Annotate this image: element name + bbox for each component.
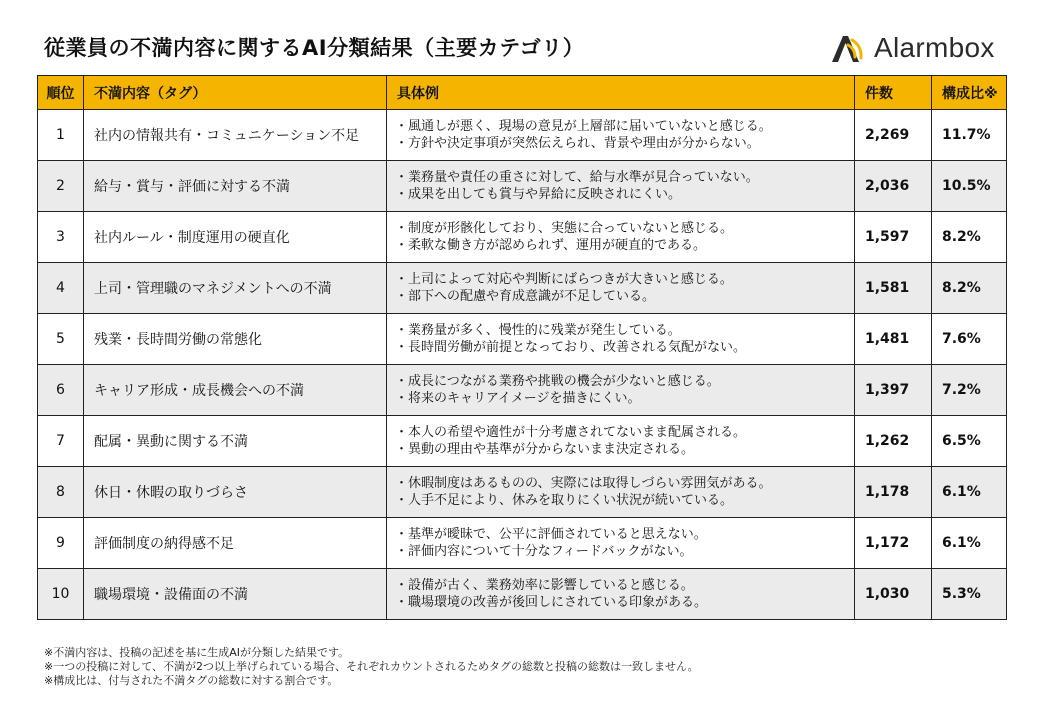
- ratio-cell: 6.1%: [932, 518, 1007, 569]
- footnotes: [44, 646, 699, 688]
- rank-cell: 10: [38, 569, 84, 620]
- count-cell: 1,397: [855, 365, 932, 416]
- examples-cell: [387, 212, 855, 263]
- examples-cell: [387, 518, 855, 569]
- table-row: [38, 110, 1007, 161]
- brand-name: Alarmbox: [874, 32, 995, 63]
- example-line: ・将来のキャリアイメージを描きにくい。: [395, 391, 641, 406]
- table-row: [38, 416, 1007, 467]
- rank-cell: 2: [38, 161, 84, 212]
- ratio-cell: 8.2%: [932, 212, 1007, 263]
- ratio-cell: 7.6%: [932, 314, 1007, 365]
- examples-cell: [387, 110, 855, 161]
- example-line: ・成長につながる業務や挑戦の機会が少ないと感じる。: [395, 374, 720, 389]
- tag-cell: 給与・賞与・評価に対する不満: [84, 161, 387, 212]
- tag-cell: 評価制度の納得感不足: [84, 518, 387, 569]
- example-line: ・本人の希望や適性が十分考慮されてないまま配属される。: [395, 425, 747, 440]
- example-line: ・業務量が多く、慢性的に残業が発生している。: [395, 323, 681, 338]
- count-cell: 1,178: [855, 467, 932, 518]
- tag-cell: 社内ルール・制度運用の硬直化: [84, 212, 387, 263]
- ratio-cell: 6.1%: [932, 467, 1007, 518]
- examples-cell: [387, 314, 855, 365]
- example-line: ・人手不足により、休みを取りにくい状況が続いている。: [395, 493, 734, 508]
- table-row: [38, 161, 1007, 212]
- table-header-row: [38, 76, 1007, 110]
- example-line: ・休暇制度はあるものの、実際には取得しづらい雰囲気がある。: [395, 476, 772, 491]
- example-line: ・柔軟な働き方が認められず、運用が硬直的である。: [395, 238, 706, 253]
- footnote: ※一つの投稿に対して、不満が2つ以上挙げられている場合、それぞれカウントされるためタグの総数と投稿の総数は一致しません。: [44, 660, 699, 673]
- tag-cell: キャリア形成・成長機会への不満: [84, 365, 387, 416]
- rank-cell: 1: [38, 110, 84, 161]
- count-cell: 1,597: [855, 212, 932, 263]
- table-row: [38, 569, 1007, 620]
- rank-cell: 4: [38, 263, 84, 314]
- table-row: [38, 212, 1007, 263]
- example-line: ・上司によって対応や判断にばらつきが大きいと感じる。: [395, 272, 733, 287]
- tag-cell: 残業・長時間労働の常態化: [84, 314, 387, 365]
- example-line: ・職場環境の改善が後回しにされている印象がある。: [395, 595, 708, 610]
- tag-cell: 配属・異動に関する不満: [84, 416, 387, 467]
- count-cell: 1,030: [855, 569, 932, 620]
- table-row: [38, 314, 1007, 365]
- tag-cell: 休日・休暇の取りづらさ: [84, 467, 387, 518]
- table-row: [38, 263, 1007, 314]
- examples-cell: [387, 365, 855, 416]
- rank-cell: 7: [38, 416, 84, 467]
- footnote: ※構成比は、付与された不満タグの総数に対する割合です。: [44, 674, 339, 687]
- examples-cell: [387, 569, 855, 620]
- example-line: ・業務量や責任の重さに対して、給与水準が見合っていない。: [395, 170, 759, 185]
- header-ratio: 構成比※: [932, 76, 1007, 110]
- table-row: [38, 467, 1007, 518]
- footnote: ※不満内容は、投稿の記述を基に生成AIが分類した結果です。: [44, 646, 350, 659]
- rank-cell: 9: [38, 518, 84, 569]
- example-line: ・長時間労働が前提となっており、改善される気配がない。: [395, 340, 747, 355]
- example-line: ・評価内容について十分なフィードバックがない。: [395, 544, 693, 559]
- example-line: ・方針や決定事項が突然伝えられ、背景や理由が分からない。: [395, 136, 760, 151]
- ratio-cell: 6.5%: [932, 416, 1007, 467]
- example-line: ・設備が古く、業務効率に影響していると感じる。: [395, 578, 694, 593]
- example-line: ・部下への配慮や育成意識が不足している。: [395, 289, 656, 304]
- example-line: ・基準が曖昧で、公平に評価されていると思えない。: [395, 527, 707, 542]
- count-cell: 2,036: [855, 161, 932, 212]
- count-cell: 1,481: [855, 314, 932, 365]
- example-line: ・異動の理由や基準が分からないまま決定される。: [395, 442, 695, 457]
- header-count: 件数: [855, 76, 932, 110]
- brand-logo: [828, 28, 995, 68]
- tag-cell: 上司・管理職のマネジメントへの不満: [84, 263, 387, 314]
- header-tag: 不満内容（タグ）: [84, 76, 387, 110]
- header-examples: 具体例: [387, 76, 855, 110]
- examples-cell: [387, 467, 855, 518]
- rank-cell: 8: [38, 467, 84, 518]
- ratio-cell: 5.3%: [932, 569, 1007, 620]
- table-row: [38, 365, 1007, 416]
- count-cell: 2,269: [855, 110, 932, 161]
- example-line: ・成果を出しても賞与や昇給に反映されにくい。: [395, 187, 682, 202]
- table-row: [38, 518, 1007, 569]
- alarm-logo-icon: [828, 30, 868, 66]
- tag-cell: 社内の情報共有・コミュニケーション不足: [84, 110, 387, 161]
- ratio-cell: 10.5%: [932, 161, 1007, 212]
- examples-cell: [387, 416, 855, 467]
- examples-cell: [387, 263, 855, 314]
- ratio-cell: 8.2%: [932, 263, 1007, 314]
- ratio-cell: 7.2%: [932, 365, 1007, 416]
- examples-cell: [387, 161, 855, 212]
- ratio-cell: 11.7%: [932, 110, 1007, 161]
- tag-cell: 職場環境・設備面の不満: [84, 569, 387, 620]
- count-cell: 1,262: [855, 416, 932, 467]
- count-cell: 1,172: [855, 518, 932, 569]
- rank-cell: 5: [38, 314, 84, 365]
- count-cell: 1,581: [855, 263, 932, 314]
- rank-cell: 3: [38, 212, 84, 263]
- page-title: 従業員の不満内容に関するAI分類結果（主要カテゴリ）: [44, 36, 585, 60]
- example-line: ・制度が形骸化しており、実態に合っていないと感じる。: [395, 221, 734, 236]
- example-line: ・風通しが悪く、現場の意見が上層部に届いていないと感じる。: [395, 119, 772, 134]
- header-rank: 順位: [38, 76, 84, 110]
- complaint-table: [37, 75, 1007, 620]
- rank-cell: 6: [38, 365, 84, 416]
